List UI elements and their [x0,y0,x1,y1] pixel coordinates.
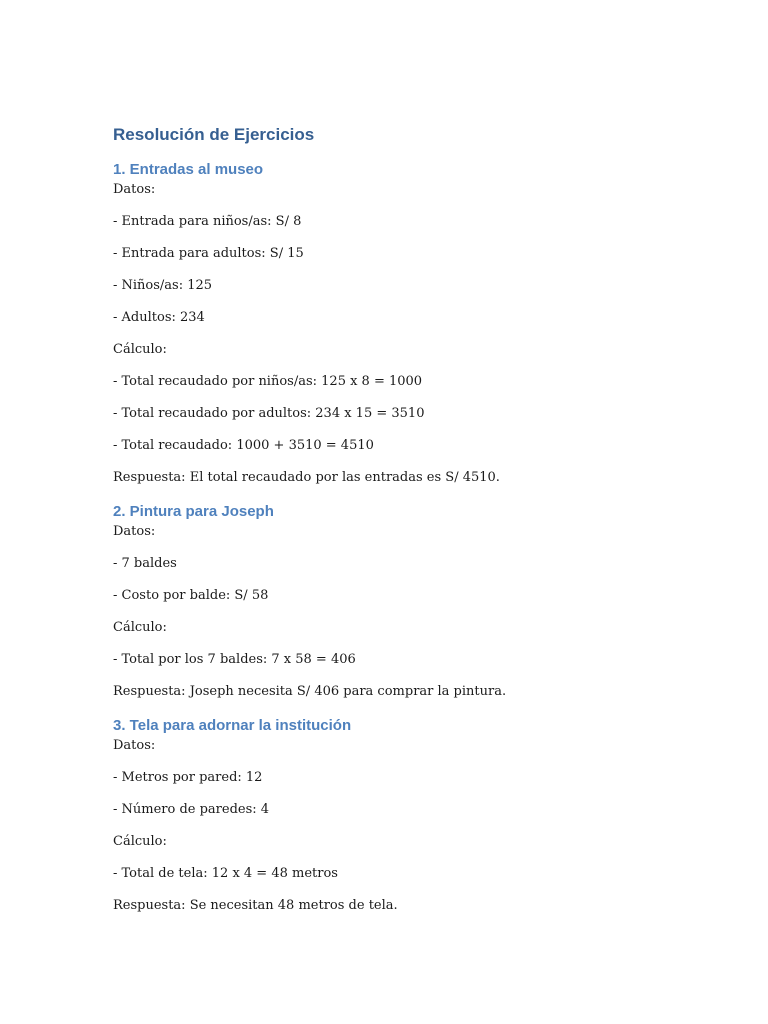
section-heading: 2. Pintura para Joseph [113,503,274,520]
section-heading: 1. Entradas al museo [113,161,264,178]
section-heading: 3. Tela para adornar la institución [113,717,352,734]
paragraph-respuesta: Respuesta: El total recaudado por las entradas es S/ 4510. [113,470,500,485]
paragraph-list-item: - Total de tela: 12 x 4 = 48 metros [113,866,338,881]
paragraph-list-item: - Entrada para niños/as: S/ 8 [113,214,302,229]
paragraph-calculo-label: Cálculo: [113,342,167,357]
paragraph-respuesta: Respuesta: Se necesitan 48 metros de tela. [113,898,398,913]
document-title: Resolución de Ejercicios [113,125,315,144]
paragraph-list-item: - Total recaudado por niños/as: 125 x 8 = 1000 [113,374,423,389]
paragraph-list-item: - Niños/as: 125 [113,278,213,293]
paragraph-datos-label: Datos: [113,182,156,197]
section-entradas-museo [113,159,673,487]
paragraph-list-item: - 7 baldes [113,556,177,571]
paragraph-datos-label: Datos: [113,738,156,753]
paragraph-list-item: - Entrada para adultos: S/ 15 [113,246,304,261]
paragraph-list-item: - Costo por balde: S/ 58 [113,588,269,603]
paragraph-list-item: - Total recaudado por adultos: 234 x 15 = 3510 [113,406,425,421]
paragraph-list-item: - Metros por pared: 12 [113,770,263,785]
paragraph-datos-label: Datos: [113,524,156,539]
paragraph-list-item: - Adultos: 234 [113,310,205,325]
document-page [113,123,673,929]
paragraph-calculo-label: Cálculo: [113,620,167,635]
section-tela-institucion [113,715,673,915]
paragraph-list-item: - Número de paredes: 4 [113,802,270,817]
paragraph-calculo-label: Cálculo: [113,834,167,849]
paragraph-list-item: - Total por los 7 baldes: 7 x 58 = 406 [113,652,356,667]
section-pintura-joseph [113,501,673,701]
paragraph-respuesta: Respuesta: Joseph necesita S/ 406 para comprar la pintura. [113,684,507,699]
paragraph-list-item: - Total recaudado: 1000 + 3510 = 4510 [113,438,374,453]
